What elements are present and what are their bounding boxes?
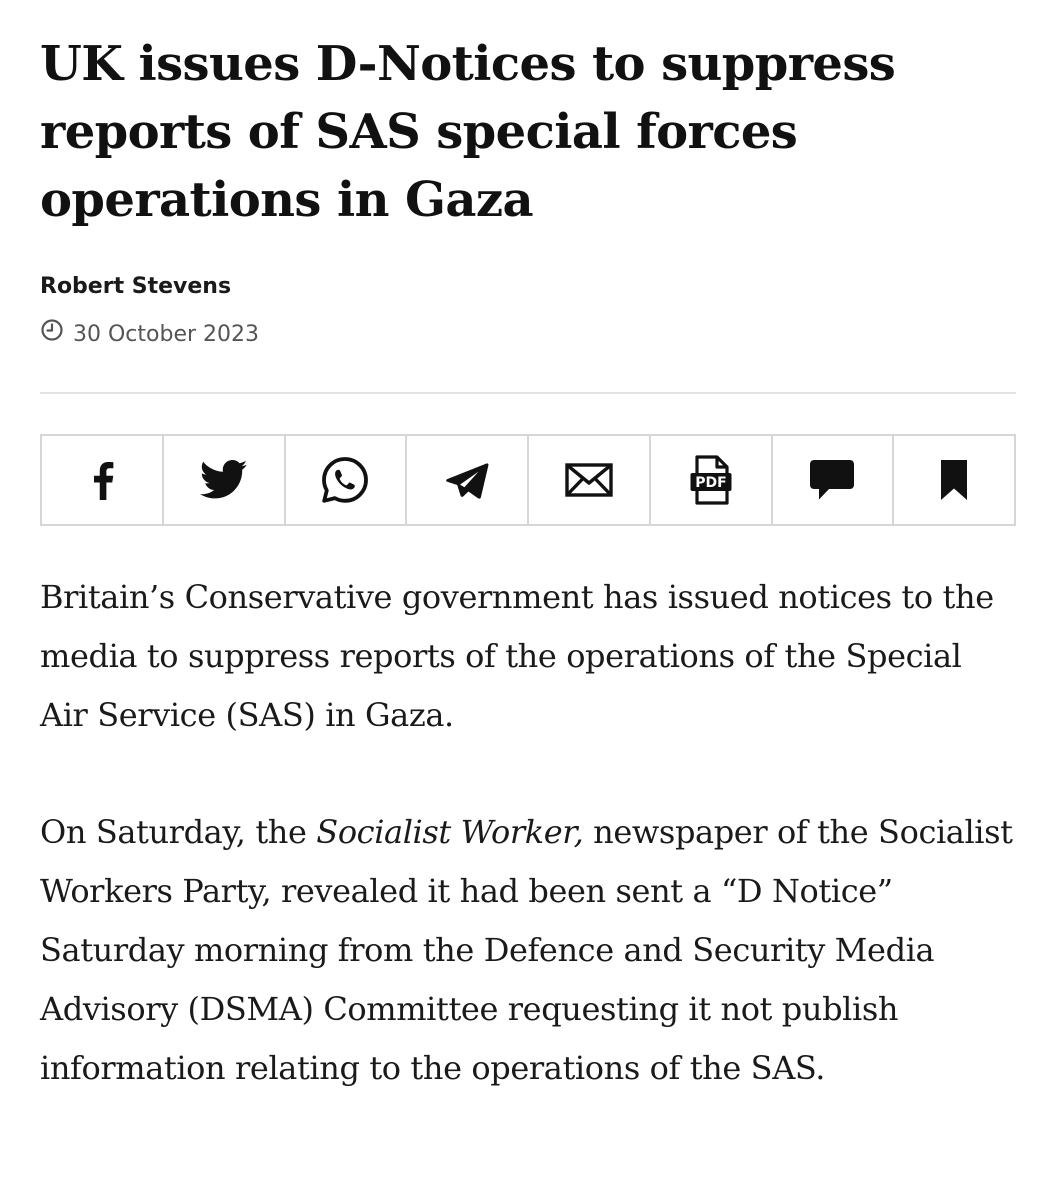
- share-telegram-button[interactable]: [407, 436, 529, 524]
- share-twitter-button[interactable]: [164, 436, 286, 524]
- divider: [40, 392, 1016, 394]
- whatsapp-icon: [320, 455, 370, 505]
- pdf-icon: [689, 455, 733, 505]
- paragraph-2-rest: newspaper of the Socialist Workers Party, revealed it had been sent a “D Notice” Saturday morning from the Defence and Security Media Advisory (DSMA) Committee requesting it not publish information relating to the operations of the SAS.: [40, 813, 1013, 1087]
- twitter-icon: [200, 460, 248, 500]
- article-headline: UK issues D-Notices to suppress reports of SAS special forces operations in Gaza: [40, 36, 896, 228]
- envelope-icon: [565, 463, 613, 497]
- comments-button[interactable]: [773, 436, 895, 524]
- clock-icon: [40, 318, 73, 351]
- bookmark-button[interactable]: [894, 436, 1014, 524]
- share-whatsapp-button[interactable]: [286, 436, 408, 524]
- article-paragraph-1: Britain’s Conservative government has issued notices to the media to suppress reports of the operations of the Special Air Service (SAS) in Gaza.: [40, 578, 994, 734]
- share-bar: [40, 434, 1016, 526]
- facebook-icon: [87, 460, 117, 500]
- download-pdf-button[interactable]: [651, 436, 773, 524]
- publication-name: Socialist Worker,: [316, 813, 584, 851]
- paragraph-2-lead: On Saturday, the: [40, 813, 317, 851]
- pdf-icon-label: PDF: [694, 475, 727, 491]
- share-facebook-button[interactable]: [42, 436, 164, 524]
- telegram-icon: [445, 461, 489, 499]
- publish-date: [40, 318, 259, 351]
- publish-date-text: 30 October 2023: [73, 321, 260, 347]
- bookmark-icon: [939, 458, 969, 502]
- share-email-button[interactable]: [529, 436, 651, 524]
- comment-icon: [808, 458, 856, 502]
- article-paragraph-2: [40, 803, 1016, 1098]
- author-name[interactable]: Robert Stevens: [40, 274, 232, 299]
